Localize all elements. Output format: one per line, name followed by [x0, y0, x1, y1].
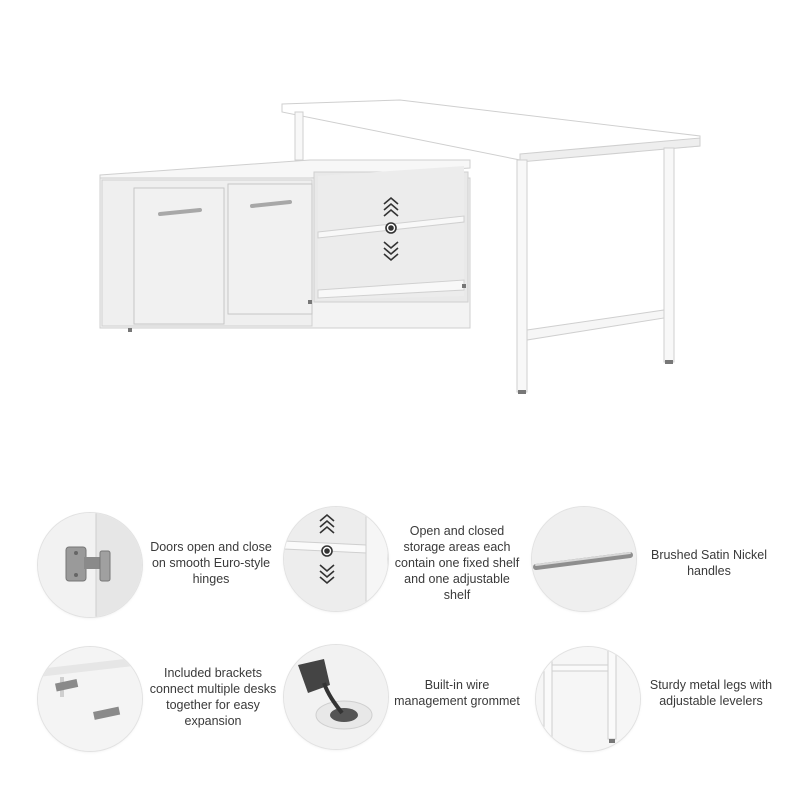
feature-6-image — [536, 647, 640, 751]
desk-leg — [664, 148, 674, 362]
hinge-closeup-icon — [38, 513, 142, 617]
feature-1-image — [38, 513, 142, 617]
feature-5-caption: Built-in wire management grommet — [394, 678, 520, 708]
handle-closeup-icon — [532, 507, 636, 611]
feature-5-image — [284, 645, 388, 749]
feature-4-caption: Included brackets connect multiple desks together for easy expansion — [149, 666, 277, 728]
feature-2-image — [284, 507, 388, 611]
grommet-closeup-icon — [284, 645, 388, 749]
adjustable-shelf-closeup-icon — [284, 507, 388, 611]
metal-leg-closeup-icon — [536, 647, 640, 751]
feature-1-caption: Doors open and close on smooth Euro-style hinges — [150, 540, 272, 586]
bracket-closeup-icon — [38, 647, 142, 751]
left-door — [134, 188, 224, 324]
feature-2-caption: Open and closed storage areas each contain one fixed shelf and one adjustable shelf — [394, 524, 520, 602]
feature-6-caption: Sturdy metal legs with adjustable levelers — [649, 678, 773, 708]
feature-legs — [500, 645, 800, 765]
feature-3-image — [532, 507, 636, 611]
desk-leg — [517, 160, 527, 392]
desk-leg — [295, 112, 303, 160]
feature-3-caption: Brushed Satin Nickel handles — [650, 548, 768, 578]
feature-4-image — [38, 647, 142, 751]
feature-handles — [500, 505, 800, 625]
